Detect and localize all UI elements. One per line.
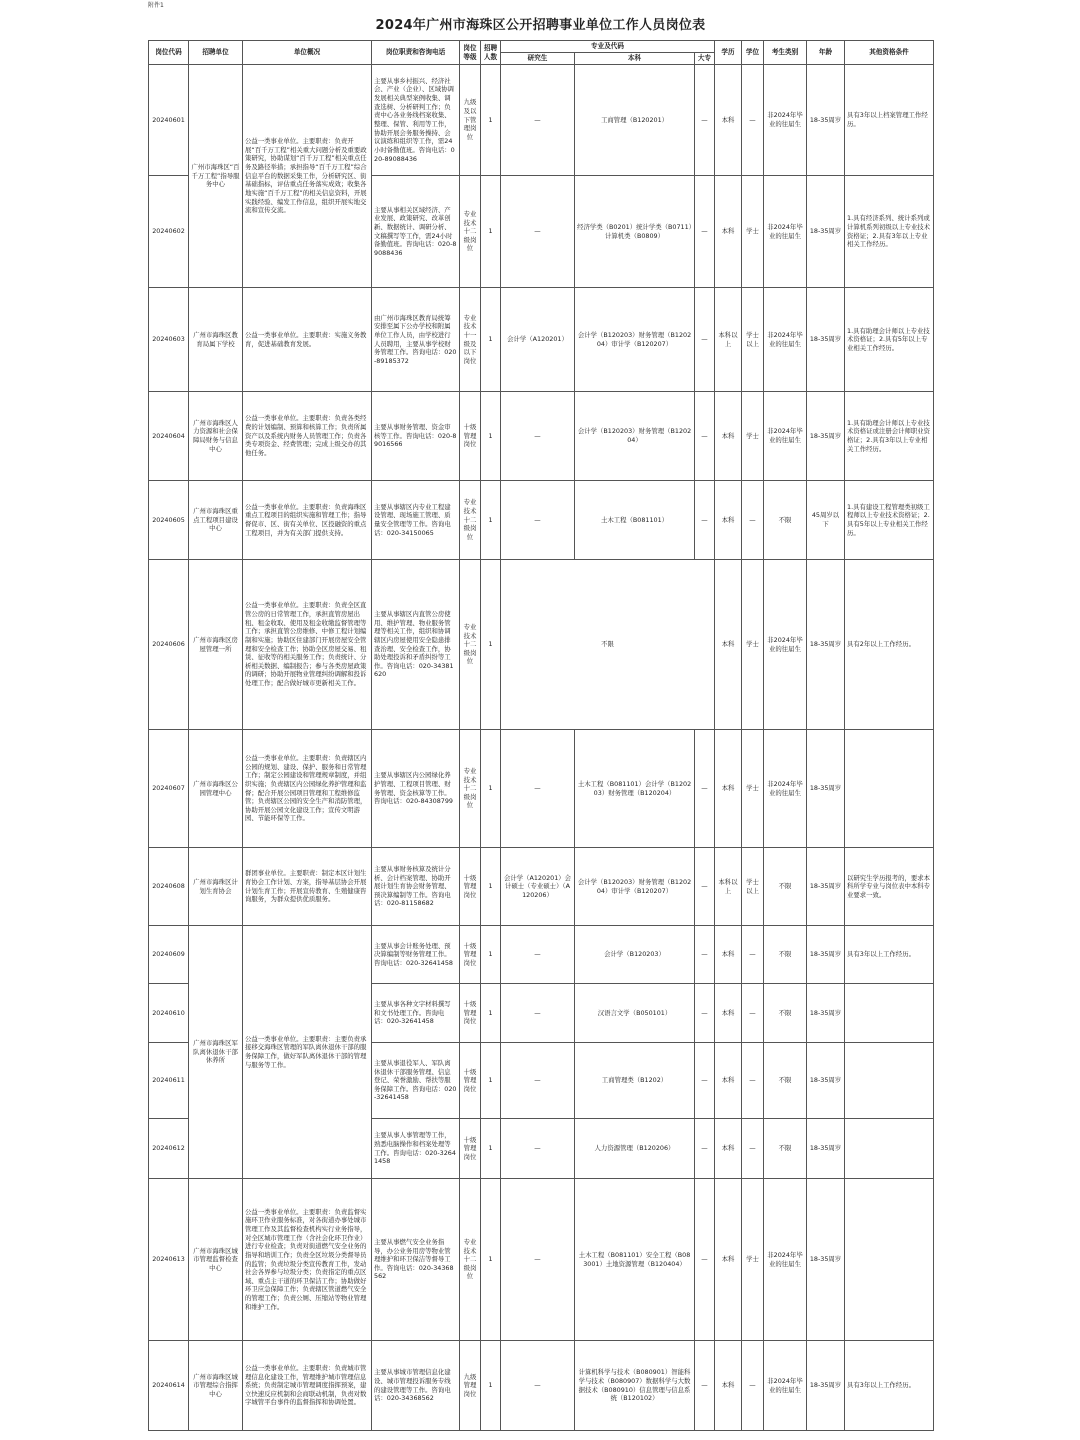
cell-code: 20240601 xyxy=(149,65,189,176)
cell-code: 20240603 xyxy=(149,288,189,392)
cell-postgrad: — xyxy=(501,926,575,984)
cell-type: 非2024年毕业的往届生 xyxy=(764,176,807,288)
cell-degree: — xyxy=(742,984,764,1043)
cell-type: 非2024年毕业的往届生 xyxy=(764,288,807,392)
cell-duties: 由广州市海珠区教育局统筹安排至属下公办学校和附属单位工作人员，由学校进行人员聘用，主要从事学校财务管理工作。咨询电话：020-89185372 xyxy=(372,288,460,392)
cell-undergrad: 会计学（B120203） xyxy=(575,926,695,984)
cell-count: 1 xyxy=(481,392,501,481)
header-duties: 岗位职责和咨询电话 xyxy=(372,41,460,65)
cell-unit: 广州市海珠区“百千万工程”指导服务中心 xyxy=(189,65,243,288)
cell-postgrad: — xyxy=(501,481,575,560)
cell-duties: 主要从事燃气安全业务指导，办公业务用房等物业管理维护和环卫保洁等督导工作。咨询电话：020-34368562 xyxy=(372,1179,460,1341)
cell-duties: 主要从事财务管理、资金审核等工作。咨询电话：020-89016566 xyxy=(372,392,460,481)
cell-college: — xyxy=(695,848,715,926)
cell-code: 20240608 xyxy=(149,848,189,926)
cell-edu: 本科 xyxy=(715,560,742,730)
cell-duties: 主要从事人事管理等工作，熟悉电脑操作和档案处理等工作。咨询电话：020-32641458 xyxy=(372,1119,460,1179)
cell-count: 1 xyxy=(481,730,501,848)
cell-overview: 公益一类事业单位。主要职责：负责城市管理信息化建设工作，管理维护城市管理信息系统；负责制定城市管理调度指挥预案，建立快速反应机制和会商联动机制，负责对数字城管平台事件的监督指挥和协调处置。 xyxy=(243,1341,372,1431)
cell-count: 1 xyxy=(481,481,501,560)
cell-count: 1 xyxy=(481,848,501,926)
attachment-label: 附件1 xyxy=(148,2,164,9)
cell-duties: 主要从事辖区内公园绿化养护管理、工程项目管理、财务管理、资金核算等工作。咨询电话：020-84308799 xyxy=(372,730,460,848)
cell-degree: — xyxy=(742,481,764,560)
table-row xyxy=(149,65,934,176)
cell-code: 20240609 xyxy=(149,926,189,984)
cell-postgrad: — xyxy=(501,1119,575,1179)
cell-undergrad: 土木工程（B081101） xyxy=(575,481,695,560)
cell-other xyxy=(845,984,934,1043)
cell-college: — xyxy=(695,926,715,984)
cell-postgrad: — xyxy=(501,392,575,481)
cell-undergrad: 工商管理类（B1202） xyxy=(575,1043,695,1119)
cell-undergrad: 人力资源管理（B120206） xyxy=(575,1119,695,1179)
cell-count: 1 xyxy=(481,1043,501,1119)
cell-postgrad: — xyxy=(501,984,575,1043)
cell-undergrad: 会计学（B120203）财务管理（B120204）审计学（B120207） xyxy=(575,848,695,926)
cell-overview: 公益一类事业单位。主要职责：负责辖区内公园的规划、建设、保护、服务和日常管理工作；制定公园建设和管理规章制度，并组织实施；负责辖区内公园绿化养护管理和监督；配合开展公园项目管理和工程维修监管；负责辖区公园的安全生产和消防管理，协助开展公园文化建设工作；宣传文明游园、节能环保等工作。 xyxy=(243,730,372,848)
cell-duties: 主要从事辖区内直管公房使用、维护管理、物业服务管理等相关工作，组织和协调辖区内房屋使用安全隐患排查治理、安全检查工作，协助处理投诉和矛盾纠纷等工作。咨询电话：020-34381620 xyxy=(372,560,460,730)
cell-other xyxy=(845,1119,934,1179)
cell-postgrad: — xyxy=(501,1341,575,1431)
cell-age: 18-35周岁 xyxy=(807,65,845,176)
cell-grade: 十级管理岗位 xyxy=(460,984,481,1043)
cell-degree: 学士 xyxy=(742,1179,764,1341)
cell-count: 1 xyxy=(481,176,501,288)
cell-degree: 学士以上 xyxy=(742,848,764,926)
header-undergrad: 本科 xyxy=(575,53,695,65)
cell-college: — xyxy=(695,984,715,1043)
table-body xyxy=(149,65,934,1431)
cell-unit: 广州市海珠区人力资源和社会保障局财务与信息中心 xyxy=(189,392,243,481)
cell-college: — xyxy=(695,1119,715,1179)
cell-other: 具有3年以上工作经历。 xyxy=(845,1341,934,1431)
cell-other: 具有3年以上工作经历。 xyxy=(845,926,934,984)
cell-postgrad: — xyxy=(501,1179,575,1341)
cell-duties: 主要从事相关区域经济、产业发展、政策研究、改革创新、数据统计、调研分析、文稿撰写等工作，需24小时备勤值班。咨询电话：020-89088436 xyxy=(372,176,460,288)
cell-duties: 主要从事财务核算及统计分析、会计档案管理、协助开展计划生育协会财务管理、预决算编制等工作。咨询电话：020-81158682 xyxy=(372,848,460,926)
table-row xyxy=(149,288,934,392)
cell-edu: 本科 xyxy=(715,926,742,984)
table-row xyxy=(149,926,934,984)
header-age: 年龄 xyxy=(807,41,845,65)
cell-postgrad: — xyxy=(501,1043,575,1119)
cell-undergrad: 会计学（B120203）财务管理（B120204） xyxy=(575,392,695,481)
cell-grade: 专业技术十二级岗位 xyxy=(460,176,481,288)
cell-other xyxy=(845,730,934,848)
cell-other: 1.具有经济系列、统计系列或计算机系列初级以上专业技术资格证；2.具有3年以上专业相关工作经历。 xyxy=(845,176,934,288)
table-row xyxy=(149,730,934,848)
cell-undergrad: 土木工程（B081101）安全工程（B083001）土地资源管理（B120404） xyxy=(575,1179,695,1341)
cell-code: 20240611 xyxy=(149,1043,189,1119)
cell-duties: 主要从事退役军人、军队离休退休干部服务管理、信息登记、荣誉激励、帮扶等服务保障工作。咨询电话：020-32641458 xyxy=(372,1043,460,1119)
header-postgrad: 研究生 xyxy=(501,53,575,65)
cell-type: 非2024年毕业的往届生 xyxy=(764,730,807,848)
cell-count: 1 xyxy=(481,984,501,1043)
header-grade: 岗位等级 xyxy=(460,41,481,65)
cell-degree: — xyxy=(742,1043,764,1119)
cell-degree: — xyxy=(742,1119,764,1179)
cell-type: 不限 xyxy=(764,926,807,984)
cell-other: 1.具有建设工程管理类初级工程师以上专业技术资格证；2.具有5年以上专业相关工作经历。 xyxy=(845,481,934,560)
cell-edu: 本科以上 xyxy=(715,288,742,392)
cell-college: — xyxy=(695,392,715,481)
header-degree: 学位 xyxy=(742,41,764,65)
cell-unit: 广州市海珠区城市管理监督检查中心 xyxy=(189,1179,243,1341)
cell-undergrad: 会计学（B120203）财务管理（B120204）审计学（B120207） xyxy=(575,288,695,392)
job-table xyxy=(148,40,934,1431)
cell-edu: 本科以上 xyxy=(715,848,742,926)
cell-overview: 公益一类事业单位。主要职责：负责开展“百千万工程”相关重大问题分析及重要政策研究，协助谋划“百千万工程”相关重点任务及路径举措；承担指导“百千万工程”综合信息平台的数据采集工作，分析研究区、街基础指标，评估重点任务落实成效；收集各地实施“百千万工程”的相关信息资料，开展实践经验、编发工作信息，组织开展实地交流和宣传交流。 xyxy=(243,65,372,288)
cell-age: 18-35周岁 xyxy=(807,1179,845,1341)
cell-grade: 十级管理岗位 xyxy=(460,1043,481,1119)
cell-postgrad: — xyxy=(501,176,575,288)
cell-duties: 主要从事乡村振兴、经济社会、产业（企业）、区域协调发展相关典型案例收集、调查选树、分析研判工作；负责中心各业务线档案收集、整理、保管、利用等工作，协助开展会务服务操持、会议演练和组织等工作，需24小时备勤值班。咨询电话：020-89088436 xyxy=(372,65,460,176)
table-row xyxy=(149,848,934,926)
cell-duties: 主要从事会计账务处理、预决算编制等财务管理工作。咨询电话：020-32641458 xyxy=(372,926,460,984)
cell-other: 具有2年以上工作经历。 xyxy=(845,560,934,730)
cell-degree: 学士 xyxy=(742,730,764,848)
cell-undergrad: 工商管理（B120201） xyxy=(575,65,695,176)
cell-degree: — xyxy=(742,1341,764,1431)
cell-undergrad: 不限 xyxy=(501,560,715,730)
cell-grade: 专业技术十二级岗位 xyxy=(460,1179,481,1341)
cell-unit: 广州市海珠区重点工程项目建设中心 xyxy=(189,481,243,560)
table-row xyxy=(149,481,934,560)
header-code: 岗位代码 xyxy=(149,41,189,65)
cell-edu: 本科 xyxy=(715,730,742,848)
cell-code: 20240614 xyxy=(149,1341,189,1431)
cell-undergrad: 计算机科学与技术（B080901）智能科学与技术（B080907）数据科学与大数据技术（B080910）信息管理与信息系统（B120102） xyxy=(575,1341,695,1431)
header-overview: 单位概况 xyxy=(243,41,372,65)
cell-type: 非2024年毕业的往届生 xyxy=(764,1179,807,1341)
cell-code: 20240604 xyxy=(149,392,189,481)
cell-duties: 主要从事各种文字材料撰写和文书处理工作。咨询电话：020-32641458 xyxy=(372,984,460,1043)
cell-overview: 公益一类事业单位。主要职责：实施义务教育，促进基础教育发展。 xyxy=(243,288,372,392)
cell-college: — xyxy=(695,176,715,288)
cell-other: 1.具有助理会计师以上专业技术资格证或注册会计师职业资格证；2.具有3年以上专业相关工作经历。 xyxy=(845,392,934,481)
cell-count: 1 xyxy=(481,65,501,176)
header-type: 考生类别 xyxy=(764,41,807,65)
cell-edu: 本科 xyxy=(715,1341,742,1431)
cell-postgrad: 会计学（A120201） xyxy=(501,288,575,392)
cell-other xyxy=(845,1043,934,1119)
cell-college: — xyxy=(695,65,715,176)
cell-college: — xyxy=(695,288,715,392)
header-major: 专业及代码 xyxy=(501,41,715,53)
cell-grade: 十级管理岗位 xyxy=(460,848,481,926)
cell-age: 18-35周岁 xyxy=(807,560,845,730)
cell-age: 18-35周岁 xyxy=(807,392,845,481)
cell-type: 不限 xyxy=(764,1043,807,1119)
cell-overview: 公益一类事业单位。主要职责：负责全区直管公房的日常管理工作，承担直管房屋出租、租金收取、使用及租金收缴监督管理等工作；承担直管公房维修、中修工程计划编制和实施；协助区住建部门开展房屋安全管理和安全检查工作；协助全区房屋交易、租赁、征收等的相关服务工作；负责统计、分析相关数据、编制报告；参与各类房屋政策的调研；协助开展物业管理纠纷调解和投诉处理工作；配合做好城市更新相关工作。 xyxy=(243,560,372,730)
cell-unit: 广州市海珠区军队离休退休干部休养所 xyxy=(189,926,243,1179)
cell-overview: 群团事业单位。主要职责：制定本区计划生育协会工作计划、方案，指导基层协会开展计划生育工作；开展宣传教育、生殖健康咨询服务，为群众提供优质服务。 xyxy=(243,848,372,926)
cell-unit: 广州市海珠区房屋管理一所 xyxy=(189,560,243,730)
cell-postgrad: — xyxy=(501,730,575,848)
cell-college: — xyxy=(695,730,715,848)
cell-overview: 公益一类事业单位。主要职责：负责海珠区重点工程项目的组织实施和管理工作；指导督促市、区、街有关单位、区投融资的重点工程项目，并为有关部门提供支持。 xyxy=(243,481,372,560)
cell-age: 18-35周岁 xyxy=(807,176,845,288)
cell-age: 18-35周岁 xyxy=(807,984,845,1043)
cell-type: 不限 xyxy=(764,1119,807,1179)
cell-count: 1 xyxy=(481,288,501,392)
cell-overview: 公益一类事业单位。主要职责：主要负责承接移交海珠区管理的军队离休退休干部的服务保障工作，做好军队离休退休干部的管理与服务等工作。 xyxy=(243,926,372,1179)
cell-college: — xyxy=(695,1341,715,1431)
cell-edu: 本科 xyxy=(715,1043,742,1119)
header-college: 大专 xyxy=(695,53,715,65)
cell-overview: 公益一类事业单位。主要职责：负责监督实施环卫作业服务标准，对各街道办事处城市管理工作及其监督检查机构实行业务指导，对全区城市管理工作（含社会化环卫作业）进行专业检查；负责对街道燃气安全业务的指导和培训工作；负责全区垃圾分类督导员的监管；负责垃圾分类宣传教育工作，发动社会各界参与垃圾分类；负责指定的重点区域、重点主干道的环卫保洁工作；协助做好环卫应急保障工作；负责辖区管道燃气安全的管理工作；负责公厕、压缩站等物业管理和维护工作。 xyxy=(243,1179,372,1341)
cell-code: 20240607 xyxy=(149,730,189,848)
cell-unit: 广州市海珠区教育局属下学校 xyxy=(189,288,243,392)
cell-postgrad: — xyxy=(501,65,575,176)
cell-college: — xyxy=(695,1043,715,1119)
cell-code: 20240610 xyxy=(149,984,189,1043)
cell-grade: 十级管理岗位 xyxy=(460,1119,481,1179)
cell-duties: 主要从事辖区内专业工程建设管理、现场施工管理、质量安全管理等工作。咨询电话：020-34150065 xyxy=(372,481,460,560)
cell-grade: 九级管理岗位 xyxy=(460,1341,481,1431)
cell-type: 不限 xyxy=(764,481,807,560)
cell-other: 1.具有助理会计师以上专业技术资格证；2.具有5年以上专业相关工作经历。 xyxy=(845,288,934,392)
cell-degree: 学士 xyxy=(742,176,764,288)
cell-edu: 本科 xyxy=(715,392,742,481)
cell-age: 18-35周岁 xyxy=(807,848,845,926)
cell-edu: 本科 xyxy=(715,65,742,176)
cell-type: 非2024年毕业的往届生 xyxy=(764,560,807,730)
cell-degree: — xyxy=(742,65,764,176)
cell-edu: 本科 xyxy=(715,176,742,288)
cell-code: 20240606 xyxy=(149,560,189,730)
cell-undergrad: 土木工程（B081101）会计学（B120203）财务管理（B120204） xyxy=(575,730,695,848)
table-header xyxy=(149,41,934,65)
cell-age: 18-35周岁 xyxy=(807,288,845,392)
cell-count: 1 xyxy=(481,560,501,730)
cell-grade: 专业技术十二级岗位 xyxy=(460,730,481,848)
header-edu: 学历 xyxy=(715,41,742,65)
cell-code: 20240605 xyxy=(149,481,189,560)
cell-grade: 九级及以下管理岗位 xyxy=(460,65,481,176)
cell-type: 不限 xyxy=(764,984,807,1043)
cell-edu: 本科 xyxy=(715,1119,742,1179)
cell-other: 具有3年以上档案管理工作经历。 xyxy=(845,65,934,176)
cell-degree: 学士 xyxy=(742,560,764,730)
cell-code: 20240602 xyxy=(149,176,189,288)
table-row xyxy=(149,1179,934,1341)
cell-grade: 专业技术十二级岗位 xyxy=(460,560,481,730)
cell-age: 18-35周岁 xyxy=(807,730,845,848)
header-unit: 招聘单位 xyxy=(189,41,243,65)
table-row xyxy=(149,1341,934,1431)
cell-grade: 十级管理岗位 xyxy=(460,926,481,984)
header-count: 招聘人数 xyxy=(481,41,501,65)
cell-age: 18-35周岁 xyxy=(807,1341,845,1431)
cell-grade: 十级管理岗位 xyxy=(460,392,481,481)
cell-count: 1 xyxy=(481,1341,501,1431)
cell-grade: 专业技术十一级及以下岗位 xyxy=(460,288,481,392)
cell-age: 45周岁以下 xyxy=(807,481,845,560)
cell-undergrad: 经济学类（B0201）统计学类（B0711）计算机类（B0809） xyxy=(575,176,695,288)
cell-age: 18-35周岁 xyxy=(807,1043,845,1119)
cell-other: 以研究生学历报考的，要求本科所学专业与岗位表中本科专业要求一致。 xyxy=(845,848,934,926)
cell-degree: 学士 xyxy=(742,392,764,481)
cell-unit: 广州市海珠区计划生育协会 xyxy=(189,848,243,926)
page-title: 2024年广州市海珠区公开招聘事业单位工作人员岗位表 xyxy=(375,18,706,33)
cell-count: 1 xyxy=(481,1119,501,1179)
cell-type: 不限 xyxy=(764,848,807,926)
cell-type: 非2024年毕业的往届生 xyxy=(764,65,807,176)
cell-degree: — xyxy=(742,926,764,984)
cell-age: 18-35周岁 xyxy=(807,926,845,984)
cell-edu: 本科 xyxy=(715,984,742,1043)
cell-overview: 公益一类事业单位。主要职责：负责各类经费的计划编制、预算和核算工作；负责所属资产以及系统内财务人员管理工作；负责各类专项资金、经费管理；完成上级交办的其他任务。 xyxy=(243,392,372,481)
cell-other xyxy=(845,1179,934,1341)
cell-count: 1 xyxy=(481,1179,501,1341)
cell-grade: 专业技术十二级岗位 xyxy=(460,481,481,560)
table-row xyxy=(149,392,934,481)
cell-edu: 本科 xyxy=(715,1179,742,1341)
cell-undergrad: 汉语言文学（B050101） xyxy=(575,984,695,1043)
cell-age: 18-35周岁 xyxy=(807,1119,845,1179)
cell-edu: 本科 xyxy=(715,481,742,560)
cell-duties: 主要从事城市管理信息化建设、城市管理投诉服务专线的建设管理等工作。咨询电话：020-34368562 xyxy=(372,1341,460,1431)
cell-type: 非2024年毕业的往届生 xyxy=(764,392,807,481)
cell-code: 20240613 xyxy=(149,1179,189,1341)
table-row xyxy=(149,560,934,730)
header-other: 其他资格条件 xyxy=(845,41,934,65)
cell-college: — xyxy=(695,481,715,560)
cell-type: 非2024年毕业的往届生 xyxy=(764,1341,807,1431)
cell-degree: 学士以上 xyxy=(742,288,764,392)
cell-count: 1 xyxy=(481,926,501,984)
cell-unit: 广州市海珠区城市管理综合指挥中心 xyxy=(189,1341,243,1431)
cell-postgrad: 会计学（A120201）会计硕士（专业硕士）（A120206） xyxy=(501,848,575,926)
cell-college: — xyxy=(695,1179,715,1341)
cell-unit: 广州市海珠区公园管理中心 xyxy=(189,730,243,848)
cell-code: 20240612 xyxy=(149,1119,189,1179)
